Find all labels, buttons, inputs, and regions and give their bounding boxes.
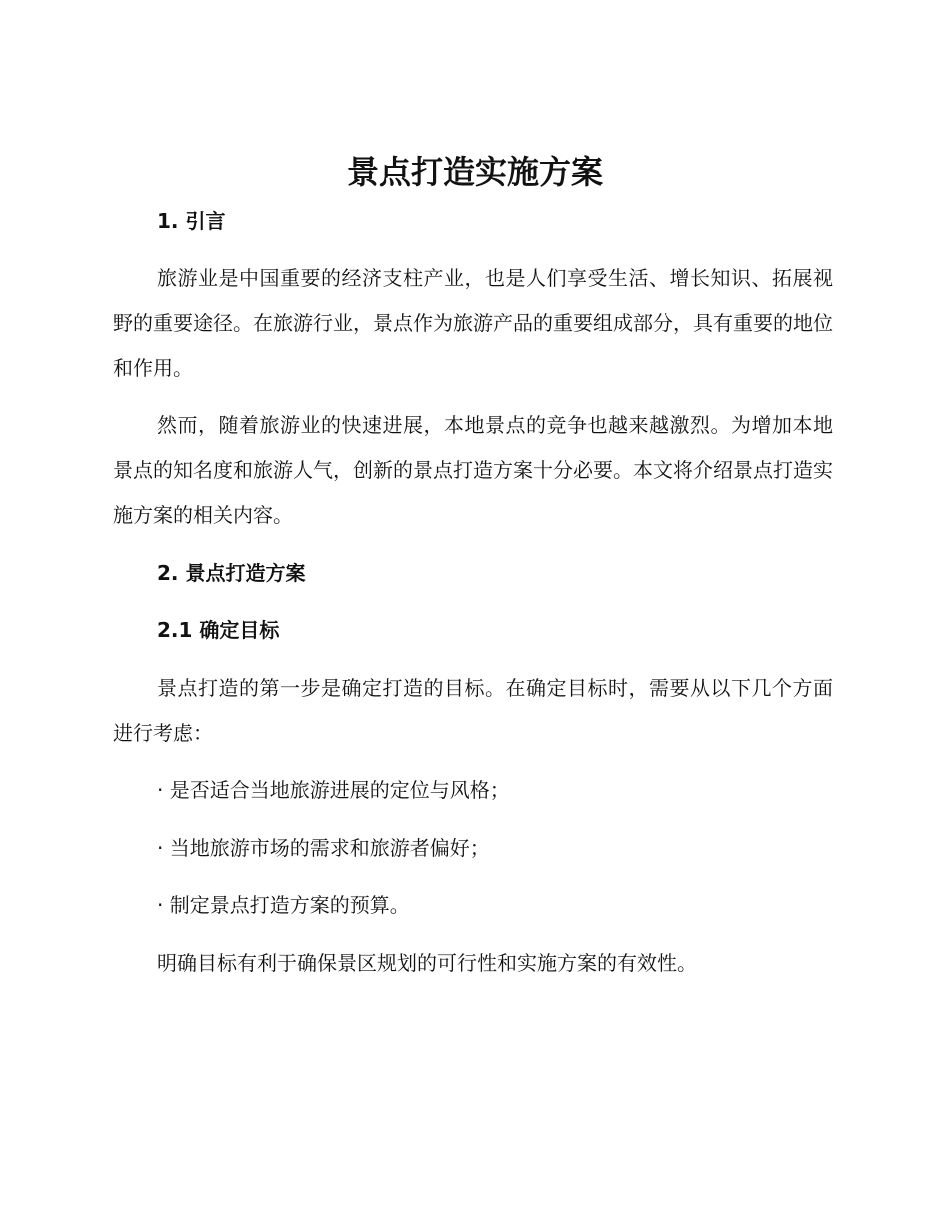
goal-paragraph: 景点打造的第一步是确定打造的目标。在确定目标时，需要从以下几个方面进行考虑：: [113, 676, 833, 745]
bullet-item-2: · 当地旅游市场的需求和旅游者偏好；: [157, 836, 490, 860]
subsection-heading-goal: 2.1 确定目标: [157, 618, 280, 642]
intro-paragraph-1: 旅游业是中国重要的经济支柱产业，也是人们享受生活、增长知识、拓展视野的重要途径。在旅游行业，景点作为旅游产品的重要组成部分，具有重要的地位和作用。: [113, 266, 833, 380]
goal-conclusion: 明确目标有利于确保景区规划的可行性和实施方案的有效性。: [157, 951, 697, 975]
intro-paragraph-2: 然而，随着旅游业的快速进展，本地景点的竞争也越来越激烈。为增加本地景点的知名度和旅游人气，创新的景点打造方案十分必要。本文将介绍景点打造实施方案的相关内容。: [113, 413, 833, 527]
bullet-item-1: · 是否适合当地旅游进展的定位与风格；: [157, 778, 510, 802]
section-heading-plan: 2. 景点打造方案: [157, 561, 306, 585]
bullet-item-3: · 制定景点打造方案的预算。: [157, 893, 410, 917]
document-title: 景点打造实施方案: [346, 153, 603, 191]
section-heading-intro: 1. 引言: [157, 209, 226, 233]
